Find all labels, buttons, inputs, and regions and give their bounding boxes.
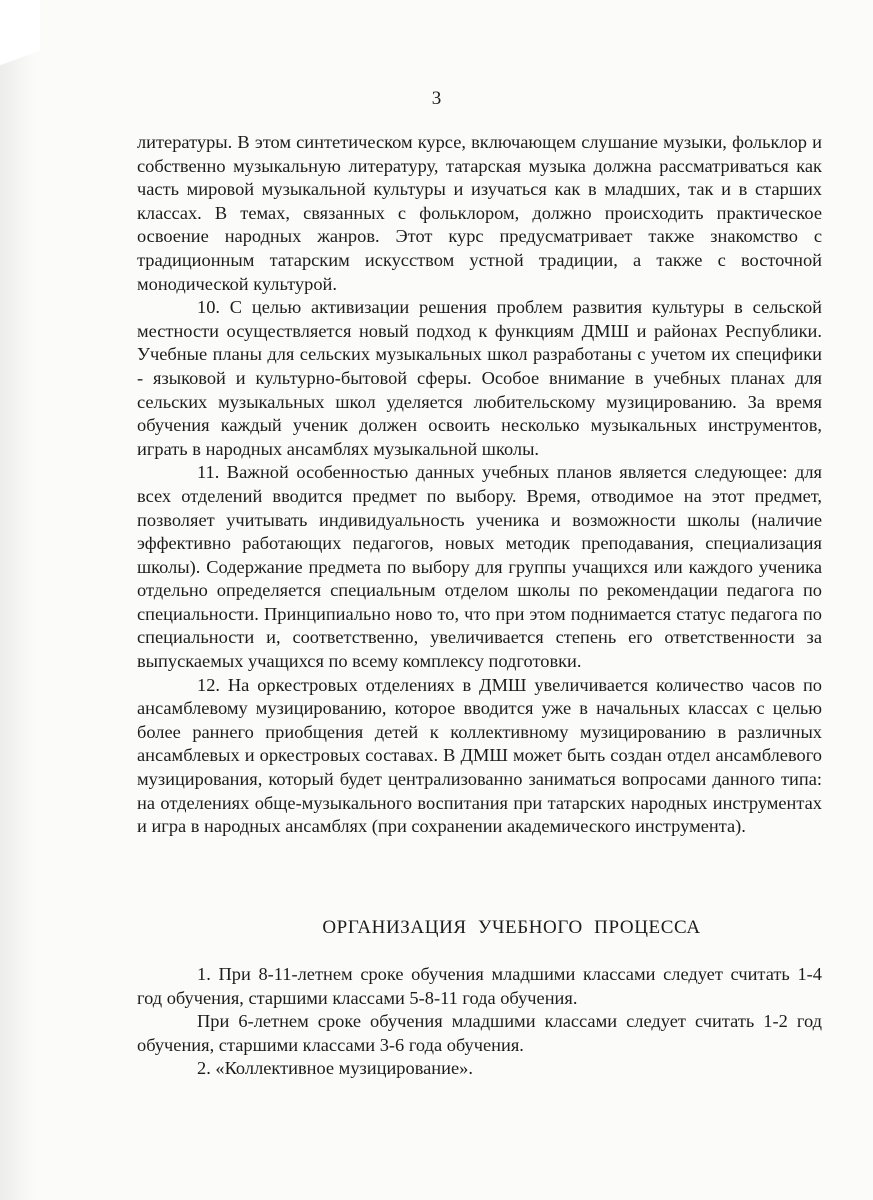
paragraph-10: 10. С целью активизации решения проблем развития культуры в сельской местности осуществляется новый подход к функциям ДМШ и районах Республики. Учебные планы для сельских музыкальных школ разработаны с учетом их специфики - языковой и культурно-бытовой сферы. Особое внимание в учебных планах для сельских музыкальных школ уделяется любительскому музицированию. За время обучения каждый ученик должен освоить несколько музыкальных инструментов, играть в народных ансамблях музыкальной школы.: [137, 297, 822, 459]
paragraph-org-3: 2. «Коллективное музицирование».: [197, 1058, 473, 1079]
section-heading-wrap: [0, 917, 873, 939]
paragraph-continuation: литературы. В этом синтетическом курсе, включающем слушание музыки, фольклор и собственно музыкальную литературу, татарская музыка должна рассматриваться как часть мировой музыкальной культуры и изучаться как в младших, так и в старших классах. В темах, связанных с фольклором, должно происходить практическое освоение народных жанров. Этот курс предусматривает также знакомство с традиционным татарским искусством устной традиции, а также с восточной монодической культурой.: [137, 132, 822, 294]
scan-edge-shadow: [0, 0, 36, 1200]
section-heading: ОРГАНИЗАЦИЯ УЧЕБНОГО ПРОЦЕССА: [322, 917, 701, 938]
paragraph-11: 11. Важной особенностью данных учебных планов является следующее: для всех отделений вводится предмет по выбору. Время, отводимое на этот предмет, позволяет учитывать индивидуальность ученика и возможности школы (наличие эффективно работающих педагогов, новых методик преподавания, специализация школы). Содержание предмета по выбору для группы учащихся или каждого ученика отдельно определяется специальным отделом школы по рекомендации педагога по специальности. Принципиально ново то, что при этом поднимается статус педагога по специальности и, соответственно, увеличивается степень его ответственности за выпускаемых учащихся по всему комплексу подготовки.: [137, 462, 822, 672]
paragraph-12: 12. На оркестровых отделениях в ДМШ увеличивается количество часов по ансамблевому музицированию, которое вводится уже в начальных классах с целью более раннего приобщения детей к коллективному музицированию в различных ансамблевых и оркестровых составах. В ДМШ может быть создан отдел ансамблевого музицирования, который будет централизованно заниматься вопросами данного типа: на отделениях обще-музыкального воспитания при татарских народных инструментах и игра в народных ансамблях (при сохранении академического инструмента).: [137, 674, 822, 837]
page-number: 3: [431, 88, 442, 109]
body-text-bottom: [137, 963, 822, 1081]
body-text-top: [137, 131, 822, 839]
paragraph-org-2: При 6-летнем сроке обучения младшими классами следует считать 1-2 год обучения, старшими классами 3-6 года обучения.: [137, 1011, 822, 1055]
paragraph-org-1: 1. При 8-11-летнем сроке обучения младшими классами следует считать 1-4 год обучения, старшими классами 5-8-11 года обучения.: [137, 964, 822, 1008]
